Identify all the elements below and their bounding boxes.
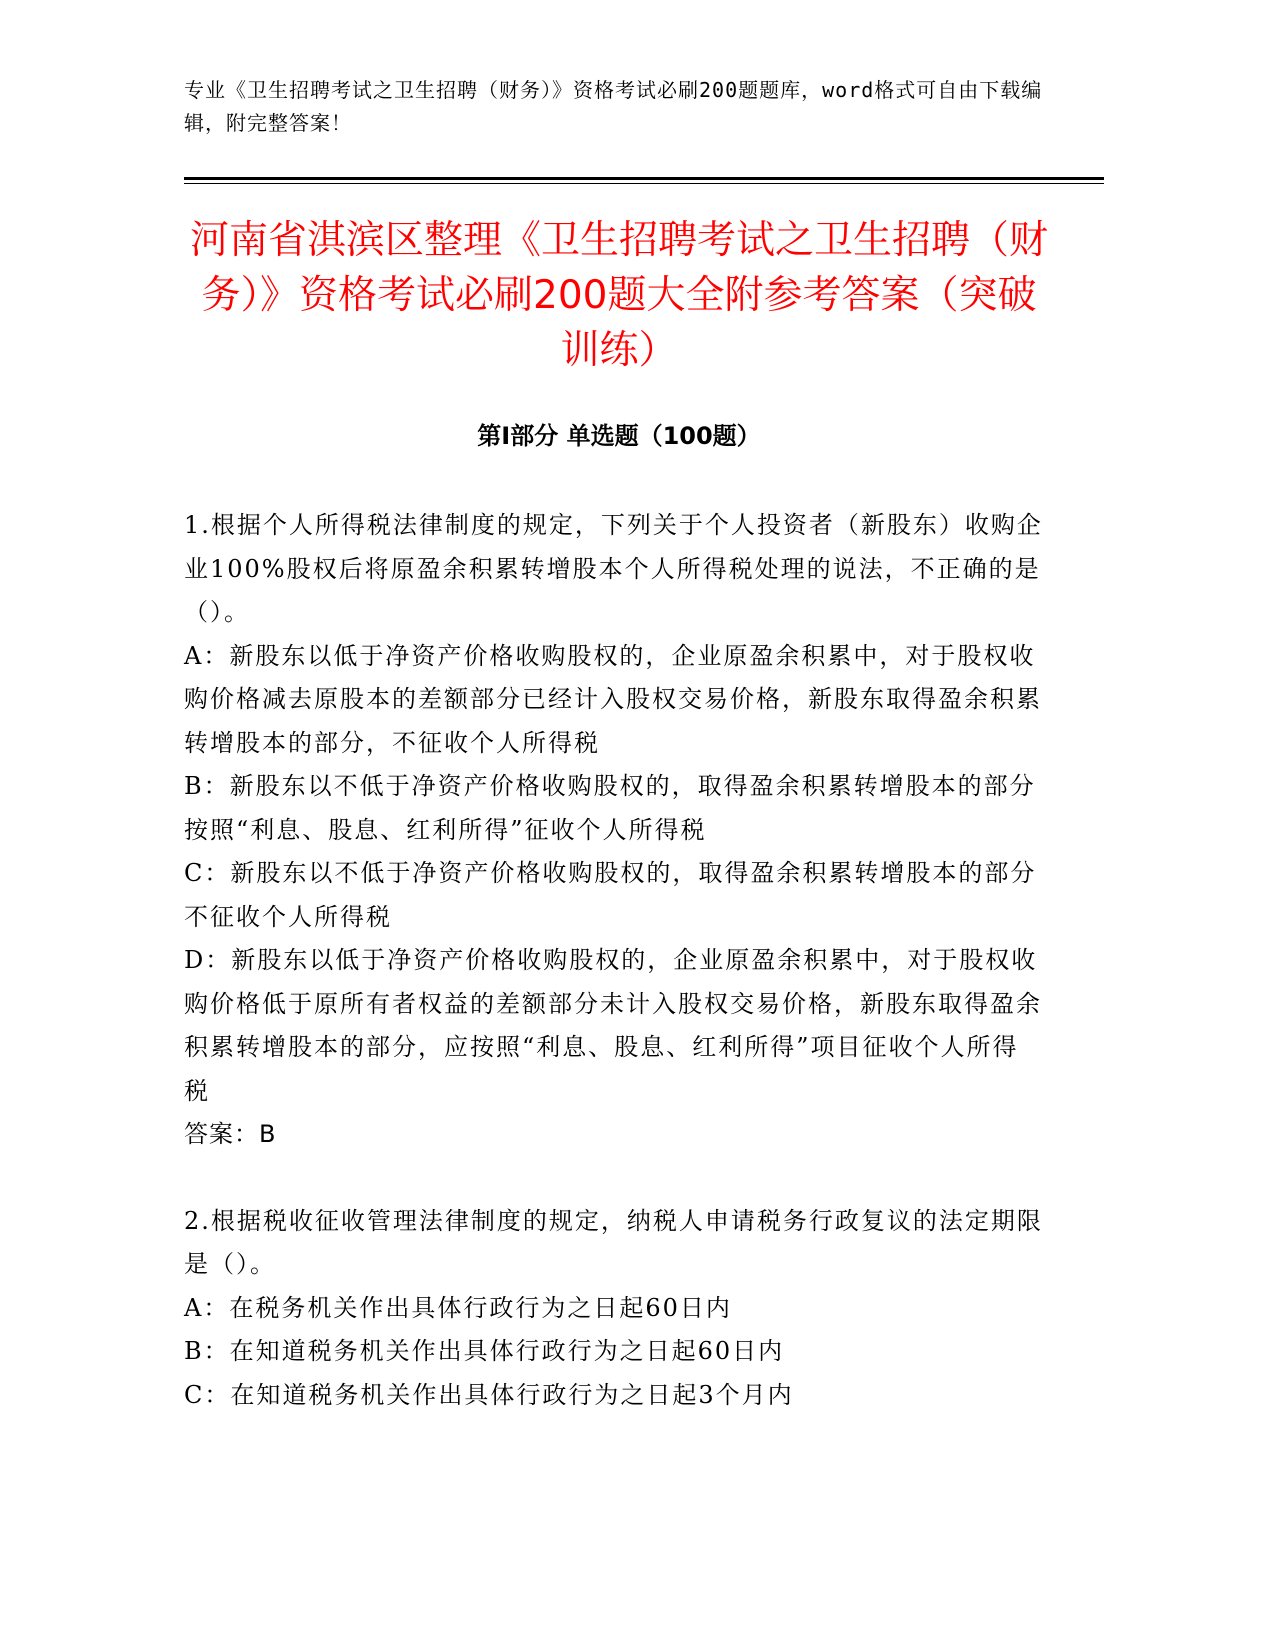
- question-stem: 1.根据个人所得税法律制度的规定，下列关于个人投资者（新股东）收购企业100%股权后将原盈余积累转增股本个人所得税处理的说法，不正确的是（）。: [184, 511, 1043, 626]
- document-title: 河南省淇滨区整理《卫生招聘考试之卫生招聘（财务）》资格考试必刷200题大全附参考答案（突破训练）: [189, 218, 1048, 373]
- option-a: A：新股东以低于净资产价格收购股权的，企业原盈余积累中，对于股权收购价格减去原股本的差额部分已经计入股权交易价格，新股东取得盈余积累转增股本的部分，不征收个人所得税: [184, 641, 1042, 757]
- header-divider-thin: [184, 183, 1104, 184]
- question-list: [184, 504, 1044, 1460]
- question-2: [184, 1200, 1044, 1418]
- option-c: C：新股东以不低于净资产价格收购股权的，取得盈余积累转增股本的部分不征收个人所得税: [184, 859, 1037, 931]
- answer-label: 答案：B: [184, 1120, 277, 1148]
- header-note: 专业《卫生招聘考试之卫生招聘（财务）》资格考试必刷200题题库，word格式可自由下载编辑，附完整答案！: [184, 78, 1043, 135]
- option-a: A：在税务机关作出具体行政行为之日起60日内: [184, 1293, 732, 1322]
- question-1: [184, 504, 1044, 1157]
- question-stem: 2.根据税收征收管理法律制度的规定，纳税人申请税务行政复议的法定期限是（）。: [184, 1206, 1043, 1278]
- section-title: 第I部分 单选题（100题）: [477, 422, 761, 450]
- option-b: B：新股东以不低于净资产价格收购股权的，取得盈余积累转增股本的部分按照“利息、股息、红利所得”征收个人所得税: [184, 772, 1036, 844]
- option-c: C：在知道税务机关作出具体行政行为之日起3个月内: [184, 1380, 794, 1409]
- header-divider-thick: [184, 177, 1104, 180]
- option-b: B：在知道税务机关作出具体行政行为之日起60日内: [184, 1337, 785, 1365]
- option-d: D：新股东以低于净资产价格收购股权的，企业原盈余积累中，对于股权收购价格低于原所有者权益的差额部分未计入股权交易价格，新股东取得盈余积累转增股本的部分，应按照“利息、股息、红利所得”项目征收个人所得税: [184, 946, 1042, 1105]
